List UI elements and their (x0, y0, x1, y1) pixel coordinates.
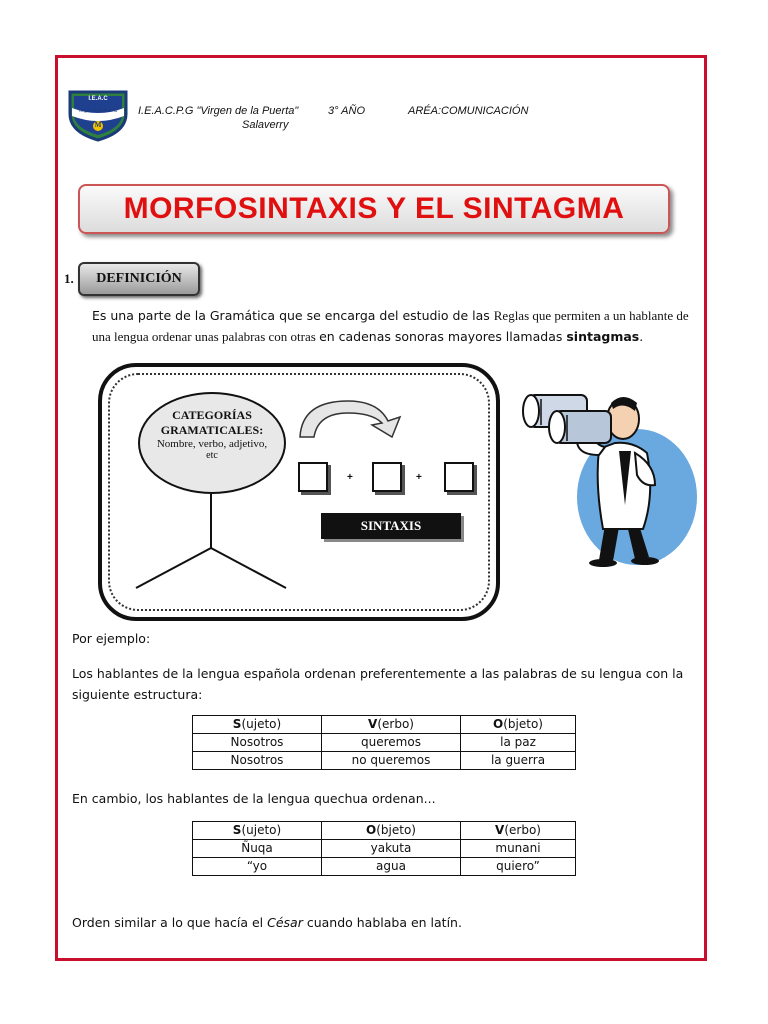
table-cell: Ñuqa (193, 840, 322, 858)
man-binoculars-illustration (515, 375, 700, 570)
definition-text-3: en cadenas sonoras mayores llamadas (319, 329, 567, 344)
categories-ellipse (138, 392, 286, 494)
table-header-cell: V(erbo) (461, 822, 576, 840)
curved-arrow-icon (296, 395, 416, 441)
plus-sign-1: + (347, 472, 353, 483)
word-slot-2 (372, 462, 402, 492)
table-cell: la paz (461, 734, 576, 752)
area-label: ARÉA:COMUNICACIÓN (408, 105, 529, 117)
table-cell: yakuta (322, 840, 461, 858)
table-row (193, 858, 576, 876)
table-row (193, 734, 576, 752)
word-slot-1 (298, 462, 328, 492)
table-row (193, 840, 576, 858)
ellipse-line-1: CATEGORÍAS (172, 408, 252, 422)
closing-sentence: Orden similar a lo que hacía el César cuando hablaba en latín. (72, 915, 462, 930)
table-cell: agua (322, 858, 461, 876)
definition-text-1: Es una parte de la Gramática que se encarga del estudio de las (92, 308, 494, 323)
title-banner (78, 184, 670, 234)
table-row (193, 752, 576, 770)
definition-end: . (639, 329, 644, 344)
table-header-cell: S(ujeto) (193, 822, 322, 840)
section-number: 1. (64, 271, 74, 286)
school-city: Salaverry (242, 119, 289, 131)
table-cell: no queremos (322, 752, 461, 770)
logo-ribbon-text: Virgen de la Puerta (78, 109, 118, 114)
spanish-order-table (192, 715, 576, 770)
page-title: MORFOSINTAXIS Y EL SINTAGMA (123, 192, 625, 225)
school-logo (66, 88, 130, 142)
quechua-order-table (192, 821, 576, 876)
table-header-cell: O(bjeto) (461, 716, 576, 734)
sintaxis-label: SINTAXIS (321, 513, 461, 539)
ellipse-line-2: GRAMATICALES: (160, 423, 264, 437)
plus-sign-2: + (416, 472, 422, 483)
word-slot-3 (444, 462, 474, 492)
table-header-row (193, 716, 576, 734)
table-cell: quiero” (461, 858, 576, 876)
logo-top-text: I.E.A.C (88, 96, 108, 102)
ellipse-line-4: etc (206, 450, 218, 461)
table-cell: la guerra (461, 752, 576, 770)
section-heading: DEFINICIÓN (78, 262, 200, 296)
table-cell: Nosotros (193, 734, 322, 752)
table-header-row (193, 822, 576, 840)
definition-text-2: Reglas que permiten a un hablante de una lengua ordenar unas palabras con otras (92, 308, 689, 344)
table-cell: queremos (322, 734, 461, 752)
table-cell: munani (461, 840, 576, 858)
grade-label: 3° AÑO (328, 105, 366, 117)
table-header-cell: S(ujeto) (193, 716, 322, 734)
table-header-cell: V(erbo) (322, 716, 461, 734)
definition-bold: sintagmas (566, 329, 640, 344)
spanish-intro: Los hablantes de la lengua española ordenan preferentemente a las palabras de su lengua con la siguiente estructura: (72, 666, 684, 702)
table-cell: “yo (193, 858, 322, 876)
table-cell: Nosotros (193, 752, 322, 770)
ellipse-line-3: Nombre, verbo, adjetivo, (156, 438, 268, 450)
example-label: Por ejemplo: (72, 631, 151, 646)
logo-monogram: M (94, 121, 102, 129)
school-name: I.E.A.C.P.G "Virgen de la Puerta" (138, 105, 299, 117)
quechua-intro: En cambio, los hablantes de la lengua quechua ordenan... (72, 791, 436, 806)
table-header-cell: O(bjeto) (322, 822, 461, 840)
definition-paragraph (92, 305, 698, 347)
